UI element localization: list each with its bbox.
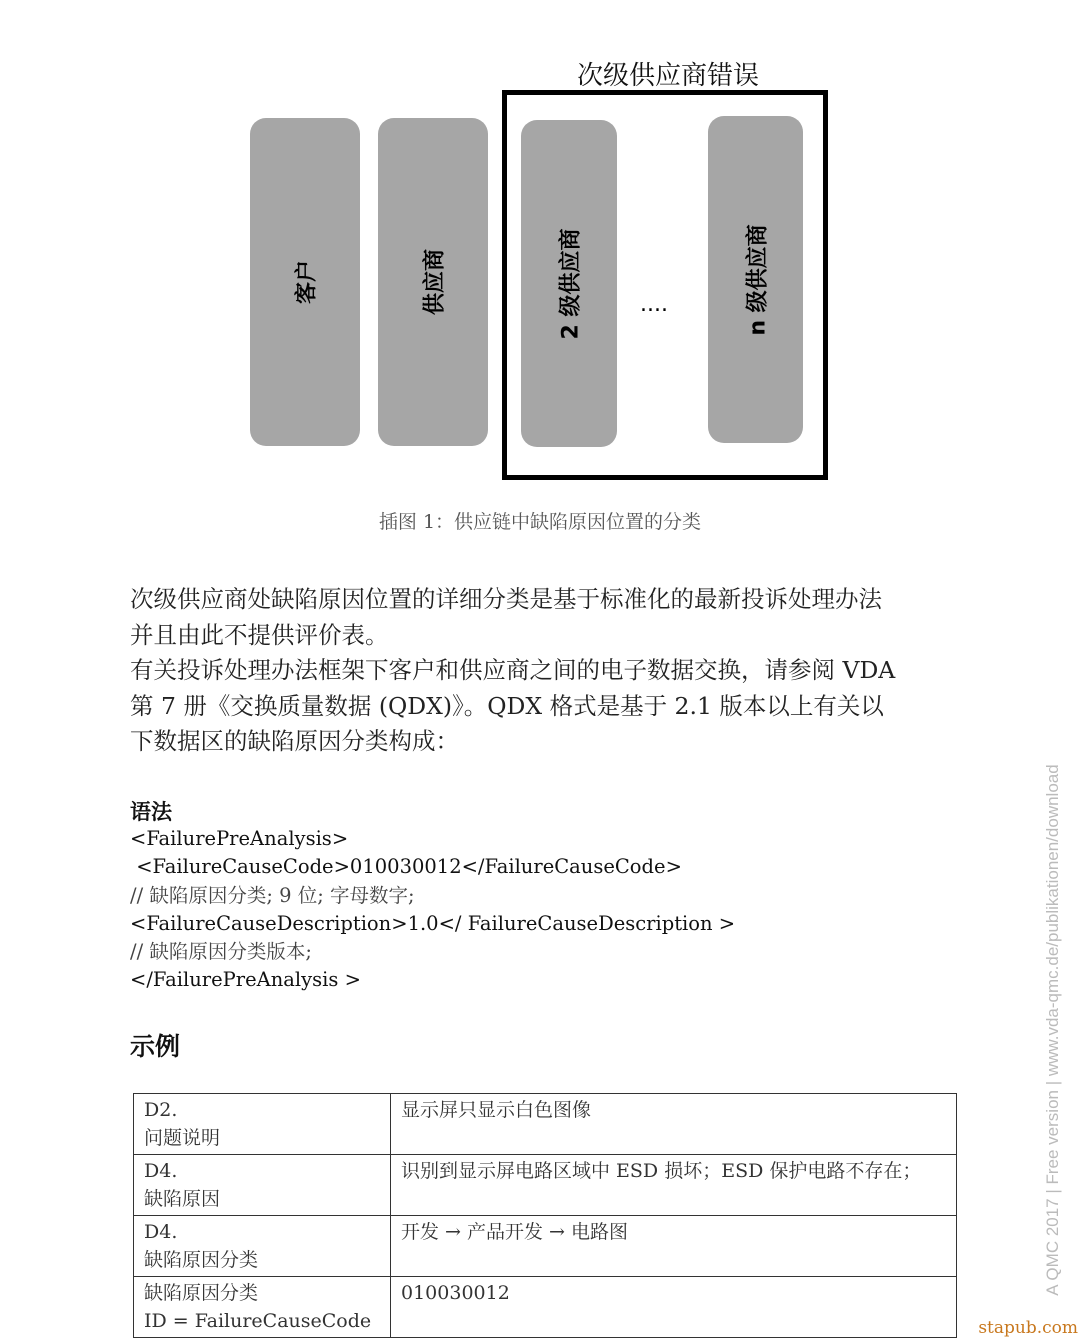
para-line: 次级供应商处缺陷原因位置的详细分类是基于标准化的最新投诉处理办法 [130,585,882,613]
row-value: 识别到显示屏电路区域中 ESD 损坏；ESD 保护电路不存在； [391,1155,957,1216]
code-line: </FailurePreAnalysis > [130,968,361,992]
side-watermark: A QMC 2017 | Free version | www.vda-qmc.de/publikationen/download [1043,764,1062,1296]
bar-label: 2 级供应商 [558,228,584,339]
row-key: 缺陷原因分类 [144,1249,259,1271]
example-table [133,1093,957,1338]
ellipsis: .... [640,292,668,317]
bar-label: 客户 [294,259,320,305]
bar-label: 供应商 [422,248,448,316]
table-row [134,1277,957,1338]
table-row [134,1094,957,1155]
figure-title: 次级供应商错误 [576,61,759,91]
row-key: 缺陷原因 [144,1188,221,1210]
bar-supplier [378,118,488,446]
syntax-code [130,825,735,995]
bar-tiern-supplier [708,116,803,443]
row-key: 问题说明 [144,1127,221,1149]
para-line: 下数据区的缺陷原因分类构成： [130,727,459,755]
body-paragraph [130,582,960,760]
para-line: 并且由此不提供评价表。 [130,620,389,649]
code-line: <FailureCauseCode>010030012</FailureCauseCode> [130,855,682,879]
syntax-heading: 语法 [130,800,172,824]
para-line: 有关投诉处理办法框架下客户和供应商之间的电子数据交换，请参阅 VDA [130,656,896,684]
code-line: <FailurePreAnalysis> [130,827,349,850]
code-line: <FailureCauseDescription>1.0</ FailureCauseDescription > [130,911,736,935]
row-key: ID = FailureCauseCode [144,1310,372,1332]
example-heading: 示例 [130,1032,181,1061]
row-key: D2. [144,1099,178,1121]
table-row [134,1216,957,1277]
site-watermark: stapub.com [978,1318,1078,1338]
code-comment: // 缺陷原因分类; 9 位; 字母数字; [130,883,415,907]
row-value: 开发 → 产品开发 → 电路图 [391,1216,957,1277]
bar-label: n 级供应商 [745,223,770,336]
bar-customer [250,118,360,446]
row-value: 010030012 [391,1277,957,1338]
table-row [134,1155,957,1216]
row-key: D4. [144,1160,178,1182]
bar-tier2-supplier [521,120,617,447]
row-key: 缺陷原因分类 [144,1282,259,1304]
row-value: 显示屏只显示白色图像 [391,1094,957,1155]
figure-caption: 插图 1：供应链中缺陷原因位置的分类 [378,511,702,533]
row-key: D4. [144,1221,178,1243]
code-comment: // 缺陷原因分类版本; [130,940,312,964]
para-line: 第 7 册《交换质量数据 (QDX)》。QDX 格式是基于 2.1 版本以上有关以 [130,691,884,720]
